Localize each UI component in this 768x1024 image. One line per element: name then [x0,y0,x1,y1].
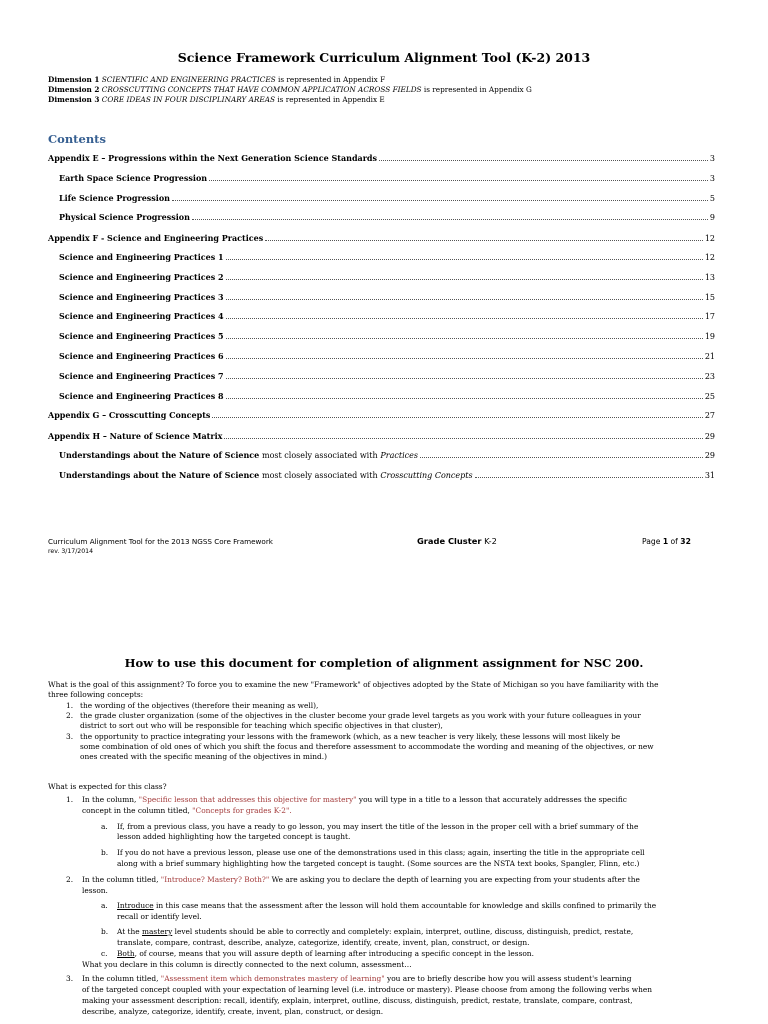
instructions-title: How to use this document for completion of alignment assignment for NSC 200. [124,656,644,670]
expected-item-2a: Introduce in this case means that the assessment after the lesson will hold them accountable for knowledge and skills confined to primarily the [117,901,657,910]
toc-entry-nos-practices[interactable]: Understandings about the Nature of Science most closely associated with Practices 29 [59,450,715,460]
expected-item-1a-cont: lesson added highlighting how the targeted concept is taught. [117,832,351,841]
toc-entry-practices-4[interactable]: Science and Engineering Practices 4 17 [59,311,715,321]
expected-item-2b-letter: b. [101,927,109,936]
toc-entry-practices-8[interactable]: Science and Engineering Practices 8 25 [59,391,715,401]
toc-entry-practices-5[interactable]: Science and Engineering Practices 5 19 [59,331,715,341]
goal-item-3-number: 3. [66,732,74,741]
toc-entry-life-science[interactable]: Life Science Progression 5 [59,193,715,203]
footer-grade-cluster: Grade Cluster K-2 [417,536,497,546]
expected-item-3-cont: of the targeted concept coupled with your expectation of learning level (i.e. introduce or mastery). Please choose from among the following verbs when [82,985,653,994]
goal-item-3-cont-2: ones created with the specific meaning of the objectives in mind.) [80,752,327,761]
footer-title: Curriculum Alignment Tool for the 2013 NGSS Core Framework [48,537,273,546]
toc-entry-practices-1[interactable]: Science and Engineering Practices 1 12 [59,252,715,262]
goal-item-2: the grade cluster organization (some of the objectives in the cluster become your grade level targets as you work with your future colleagues in your [80,711,641,720]
goal-item-1: the wording of the objectives (therefore their meaning as well), [80,701,319,710]
toc-entry-nos-crosscutting[interactable]: Understandings about the Nature of Science most closely associated with Crosscutting Concepts 31 [59,470,715,480]
expected-item-1-cont: concept in the column titled, "Concepts for grades K-2". [82,806,292,815]
expected-item-1a: If, from a previous class, you have a ready to go lesson, you may insert the title of the lesson in the proper cell with a brief summary of the [117,822,639,831]
footer-page-number: Page 1 of 32 [642,537,691,546]
toc-entry-practices-2[interactable]: Science and Engineering Practices 2 13 [59,272,715,282]
toc-entry-appendix-f[interactable]: Appendix F - Science and Engineering Practices 12 [48,233,715,243]
goal-item-3: the opportunity to practice integrating your lessons with the framework (which, as a new teacher is very likely, these lessons will most likely be [80,732,621,741]
dimension-line-1: Dimension 1 SCIENTIFIC AND ENGINEERING PRACTICES is represented in Appendix F [48,75,386,84]
toc-entry-practices-3[interactable]: Science and Engineering Practices 3 15 [59,292,715,302]
contents-heading: Contents [48,132,106,146]
expected-item-2-number: 2. [66,875,74,884]
expected-item-2-tail: What you declare in this column is directly connected to the next column, assessment… [82,960,412,969]
document-page-2 [0,580,768,1024]
document-title: Science Framework Curriculum Alignment Tool (K-2) 2013 [177,50,591,65]
toc-entry-appendix-g[interactable]: Appendix G – Crosscutting Concepts 27 [48,410,715,420]
expected-item-1-number: 1. [66,795,74,804]
goal-question: What is the goal of this assignment? To force you to examine the new "Framework" of objectives adopted by the State of Michigan so you have familiarity with the three following concepts: [48,680,659,700]
expected-item-2c: Both, of course, means that you will assure depth of learning after introducing a specific concept in the lesson. [117,949,534,958]
dimension-line-3: Dimension 3 CORE IDEAS IN FOUR DISCIPLINARY AREAS is represented in Appendix E [48,95,385,104]
toc-entry-practices-6[interactable]: Science and Engineering Practices 6 21 [59,351,715,361]
expected-item-1b: If you do not have a previous lesson, please use one of the demonstrations used in this class; again, inserting the title in the appropriate cell [117,848,645,857]
expected-item-1: In the column, "Specific lesson that addresses this objective for mastery" you will type in a title to a lesson that accurately addresses the specific [82,795,627,804]
toc-entry-practices-7[interactable]: Science and Engineering Practices 7 23 [59,371,715,381]
expected-item-3-cont-3: describe, analyze, categorize, identify, create, invent, plan, construct, or design. [82,1007,384,1016]
expected-item-2c-letter: c. [101,949,108,958]
goal-item-2-number: 2. [66,711,74,720]
expected-item-3: In the column titled, "Assessment item which demonstrates mastery of learning" you are to briefly describe how you will assess student's learning [82,974,632,983]
toc-entry-earth-space[interactable]: Earth Space Science Progression 3 [59,173,715,183]
expected-item-2-cont: lesson. [82,886,108,895]
expected-item-1a-letter: a. [101,822,108,831]
expected-item-3-cont-2: making your assessment description: recall, identify, explain, interpret, outline, discuss, distinguish, predict, restate, translate, compare, contrast, [82,996,633,1005]
toc-entry-appendix-h[interactable]: Appendix H – Nature of Science Matrix 29 [48,431,715,441]
expected-item-1b-letter: b. [101,848,109,857]
toc-entry-appendix-e[interactable]: Appendix E – Progressions within the Next Generation Science Standards 3 [48,153,715,163]
goal-item-2-cont: district to sort out who will be responsible for teaching which specific objectives in that cluster), [80,721,443,730]
goal-item-1-number: 1. [66,701,74,710]
footer-revision: rev. 3/17/2014 [48,548,94,555]
dimension-line-2: Dimension 2 CROSSCUTTING CONCEPTS THAT HAVE COMMON APPLICATION ACROSS FIELDS is represented in Appendix G [48,85,532,94]
expected-item-2a-letter: a. [101,901,108,910]
expected-item-2: In the column titled, "Introduce? Mastery? Both?" We are asking you to declare the depth of learning you are expecting from your students after the [82,875,640,884]
toc-entry-physical-science[interactable]: Physical Science Progression 9 [59,212,715,222]
expected-item-2a-cont: recall or identify level. [117,912,202,921]
expected-item-2b: At the mastery level students should be able to correctly and completely: explain, interpret, outline, discuss, distinguish, predict, restate, [117,927,634,936]
expected-question: What is expected for this class? [48,782,167,791]
goal-item-3-cont: some combination of old ones of which you shift the focus and therefore assessment to accommodate the wording and meaning of the objectives, or new [80,742,654,751]
expected-item-2b-cont: translate, compare, contrast, describe, analyze, categorize, identify, create, invent, plan, construct, or design. [117,938,530,947]
expected-item-1b-cont: along with a brief summary highlighting how the targeted concept is taught. (Some sources are the NSTA text books, Spangler, Flinn, etc.) [117,859,640,868]
expected-item-3-number: 3. [66,974,74,983]
